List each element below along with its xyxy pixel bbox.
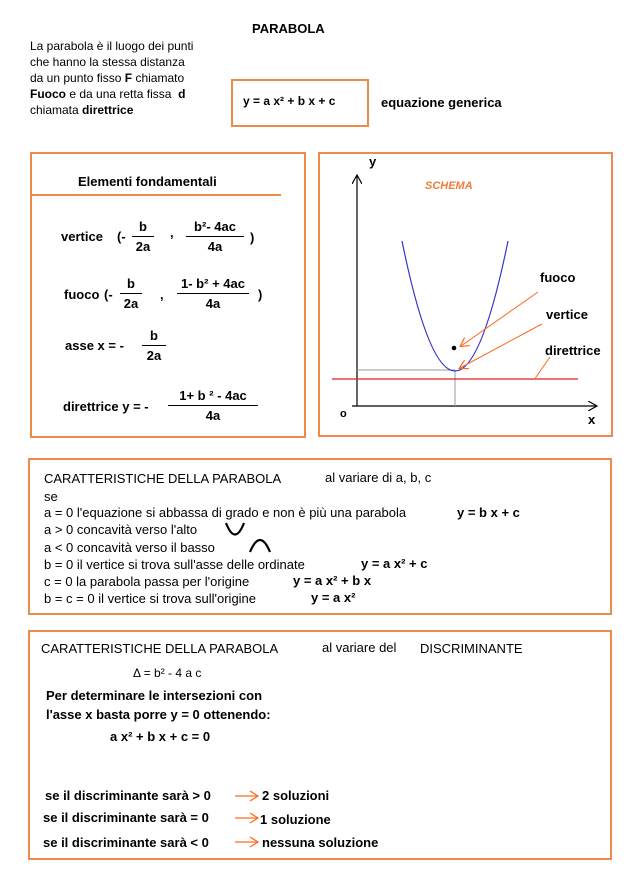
definition-paragraph — [30, 38, 230, 118]
intro-line-1: La parabola è il luogo dei punti — [30, 39, 194, 53]
direttrice-pointer — [534, 357, 550, 380]
carat-row-b0: b = 0 il vertice si trova sull'asse delle ordinate — [44, 557, 305, 572]
carat-row-a-pos: a > 0 concavità verso l'alto — [44, 522, 198, 537]
asse-fraction — [142, 327, 166, 364]
origin-label: o — [340, 408, 347, 420]
intro-text: chiamata — [30, 103, 79, 117]
general-equation-box — [231, 79, 369, 127]
caratteristiche-se: se — [44, 489, 58, 504]
fraction-bar — [132, 236, 154, 237]
arrow-right-icon — [234, 836, 260, 848]
fraction-numerator: b²- 4ac — [194, 219, 236, 234]
elementi-box — [30, 152, 306, 438]
delta-formula: Δ = b² - 4 a c — [133, 666, 202, 680]
fraction-bar — [120, 293, 142, 294]
caratteristiche-abc-heading: CARATTERISTICHE DELLA PARABOLA — [44, 471, 282, 486]
vertice-close: ) — [250, 230, 255, 245]
vertice-open: (- — [117, 229, 126, 244]
x-axis-label: x — [588, 412, 596, 427]
concave-up-icon — [224, 520, 246, 538]
y-axis-label: y — [369, 154, 377, 169]
fraction-denominator: 4a — [205, 408, 221, 423]
carat-row-a-neg: a < 0 concavità verso il basso — [44, 540, 215, 555]
vertice-comma: , — [170, 225, 174, 240]
fuoco-pointer — [461, 292, 538, 346]
discriminante-heading-mid: al variare del — [322, 640, 397, 655]
intersezioni-line-1: Per determinare le intersezioni con — [46, 688, 263, 703]
direttrice-fraction — [168, 387, 258, 424]
intro-text: chiamato — [135, 71, 185, 85]
elementi-heading: Elementi fondamentali — [78, 174, 217, 189]
fuoco-label: fuoco — [64, 287, 100, 302]
fraction-bar — [177, 293, 249, 294]
vertice-pointer — [460, 324, 542, 368]
schema-box — [318, 152, 613, 437]
general-equation-label: equazione generica — [381, 95, 502, 110]
arrow-right-icon — [234, 790, 260, 802]
carat-row-bc0-formula: y = a x² — [311, 590, 356, 605]
intro-text: e da una retta fissa — [69, 87, 172, 101]
fraction-numerator: 1- b² + 4ac — [181, 276, 245, 291]
vertice-y-fraction — [186, 218, 244, 255]
fraction-bar — [168, 405, 258, 406]
intro-text: da un punto fisso — [30, 71, 122, 85]
schema-title: SCHEMA — [425, 180, 473, 192]
fraction-denominator: 2a — [146, 348, 162, 363]
intro-line-5 — [30, 102, 230, 118]
fraction-numerator: 1+ b ² - 4ac — [179, 388, 247, 403]
case-zero-result: 1 soluzione — [260, 812, 331, 827]
fuoco-close: ) — [258, 287, 263, 302]
fraction-denominator: 4a — [207, 239, 223, 254]
direttrice-annotation: direttrice — [545, 343, 601, 358]
intro-focus-letter: F — [124, 71, 133, 85]
fuoco-annotation: fuoco — [540, 270, 576, 285]
elementi-divider — [32, 194, 281, 196]
fraction-bar — [186, 236, 244, 237]
fraction-numerator: b — [139, 219, 147, 234]
carat-row-a0-formula: y = b x + c — [457, 505, 520, 520]
fuoco-x-fraction — [120, 275, 142, 312]
zero-equation: a x² + b x + c = 0 — [110, 729, 211, 744]
concave-down-icon — [248, 536, 272, 554]
intro-line-4 — [30, 86, 230, 102]
asse-label: asse x = - — [65, 338, 124, 353]
case-negative-result: nessuna soluzione — [262, 835, 379, 850]
vertice-annotation: vertice — [546, 307, 588, 322]
fraction-denominator: 4a — [205, 296, 221, 311]
carat-row-c0: c = 0 la parabola passa per l'origine — [44, 574, 250, 589]
discriminante-heading-end: DISCRIMINANTE — [420, 641, 523, 656]
case-positive-condition: se il discriminante sarà > 0 — [45, 788, 211, 803]
direttrice-label: direttrice y = - — [63, 399, 149, 414]
focus-point — [452, 346, 457, 351]
case-negative-condition: se il discriminante sarà < 0 — [43, 835, 209, 850]
case-zero-condition: se il discriminante sarà = 0 — [43, 810, 209, 825]
fuoco-open: (- — [104, 287, 113, 302]
general-equation: y = a x² + b x + c — [243, 94, 336, 108]
intro-line-2: che hanno la stessa distanza — [30, 55, 185, 69]
discriminante-heading: CARATTERISTICHE DELLA PARABOLA — [41, 641, 279, 656]
fraction-denominator: 2a — [123, 296, 139, 311]
intro-fuoco-word: Fuoco — [30, 87, 66, 101]
case-positive-result: 2 soluzioni — [262, 788, 330, 803]
intro-direttrice-word: direttrice — [82, 103, 134, 117]
arrow-right-icon — [234, 812, 260, 824]
fraction-denominator: 2a — [135, 239, 151, 254]
schema-diagram — [320, 154, 611, 435]
fuoco-y-fraction — [177, 275, 249, 312]
carat-row-bc0: b = c = 0 il vertice si trova sull'origine — [44, 591, 257, 606]
fraction-numerator: b — [150, 328, 158, 343]
carat-row-a0: a = 0 l'equazione si abbassa di grado e non è più una parabola — [44, 505, 407, 520]
vertice-x-fraction — [132, 218, 154, 255]
fuoco-comma: , — [160, 287, 164, 302]
fraction-numerator: b — [127, 276, 135, 291]
intersezioni-line-2: l'asse x basta porre y = 0 ottenendo: — [46, 707, 271, 722]
carat-row-c0-formula: y = a x² + b x — [293, 573, 372, 588]
carat-row-b0-formula: y = a x² + c — [361, 556, 428, 571]
intro-d-letter: d — [178, 87, 186, 101]
fraction-bar — [142, 345, 166, 346]
vertice-label: vertice — [61, 229, 103, 244]
parabola-curve — [402, 241, 508, 371]
intro-line-3 — [30, 70, 230, 86]
page-title: PARABOLA — [252, 21, 325, 36]
caratteristiche-abc-suffix: al variare di a, b, c — [325, 470, 432, 485]
